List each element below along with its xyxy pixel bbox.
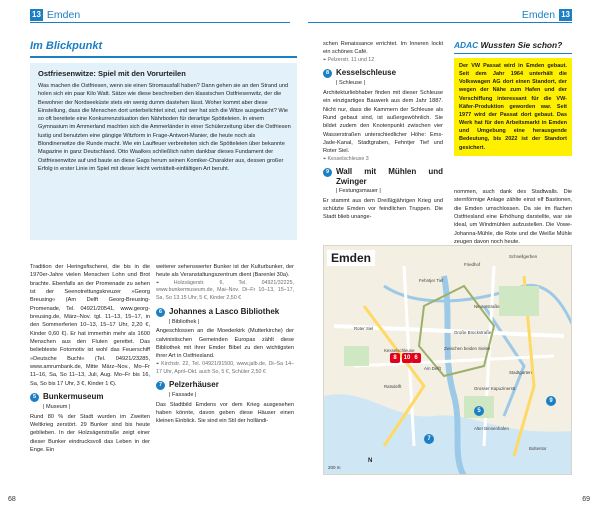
map-marker-5[interactable]: 5: [474, 406, 484, 416]
map-marker-9[interactable]: 9: [546, 396, 556, 406]
location-pin-icon: ⌖: [156, 279, 174, 286]
entry-category: | Schleuse |: [336, 80, 366, 87]
right-page: [300, 0, 600, 512]
map-graphic: [324, 246, 572, 475]
header-rule: [308, 22, 572, 23]
entry-text: Er stammt aus dem Dreißigjährigen Krieg und schützte Emden vor feindlichen Truppen. Die Stadt blieb unange-: [323, 197, 443, 221]
map-label: Grosser Kapuzinerstr.: [474, 386, 517, 391]
city-map[interactable]: [323, 245, 572, 475]
adac-title: [454, 40, 572, 54]
entry-title: Pelzerhäuser: [169, 380, 219, 390]
right-header: [522, 9, 572, 21]
header-rule: [30, 22, 290, 23]
adac-text: Der VW Passat wird in Emden gebaut. Seit dem Jahr 1964 unterhält die Volkswagen AG dort einen Standort, der wegen der Nähe zum Hafen und der Verschiffung interessant für die VW-Käfer-Produktion geworden war. Seit 1977 wird der Passat dort gebaut. Das Werk hat für den Arbeitsmarkt in Emden und Umgebung eine herausgende Bedeutung, bis 2022 ist der Standort gesichert.: [454, 58, 572, 156]
body-text: Tradition der Heringsfischerei, die bis in die 1970er-Jahre vielen Menschen Lohn und Brot brachte. Ebenfalls an der Promenade zu sehen ist der Seenotrettungskreuzer »Georg Breusing« (Am Delft Georg-Breusing-Promenade, Tel. 04921/20541, www.georg-breusing.de, März–Nov. tgl. 11–13, 15–17, in den Sommerferien 10–13, 15–17 Uhr, 2,20 €, Kinder 0,60 €). Er hat immerhin mehr als 1600 Menschen aus den Fluten gerettet. Das beliebteste Fotomotiv ist wohl das Feuerschiff »Deutsche Bucht« (Tel. 04921/23285, www.amrumbank.de, Mitte März–Nov., Mo–Fr 11–16, Sa, So 11–13, Juli, Aug. Mo–Fr bis 16, Sa, So bis 17 Uhr, 3 €, Kinder 1 €).: [30, 264, 150, 387]
blickpunkt-text: Was machen die Ostfriesen, wenn sie einen Stromausfall haben? Dann gehen sie an den Strand und holen sich ein paar Kilo Watt. Sätze wie diese beschreiben den klassischen Ostfriesenwitz, der die Bewohner der Nordseeküste stets ein wenig dumm dastehen lässt. Woher kommt aber diese Einstellung, dass die Menschen dort unterbelichtet sind, und wer hat sich die Witze ausgedacht? Wie so oft bereitete eine Konkurrenzsituation den Nährboden für derartige Spötteleien. In einem Gymnasium im Ammerland machten sich die Ammerländer in einer Schülerzeitung über die Ostfriesen lustig und benutzten eine gängige Witzform in Frage-Antwort-Manier, die heute noch als Blondinenwitze die Runde macht. Wie ein Lauffeuer verbreiteten sich die Spötteleien über bekannte Magazine in ganz Deutschland. Otto Waalkes schließlich nahm dankbar dieses Fundament der Ostfriesenwitze auf und baute an diese Gags herum seinen Komiker-Charakter aus, dessen großer Erfolg in erster Linie im Spiel mit dieser leicht verträttelt-einfältigen Art beruht.: [38, 83, 291, 172]
chapter-title: Emden: [521, 9, 556, 21]
entry-info-text: Kirchstr. 22, Tel. 04921/91500, www.jalb.de, Di–Sa 14–17 Uhr, April–Okt. auch So, 5 €, Schüler 2,50 €: [156, 360, 294, 375]
entry-info: [323, 57, 443, 65]
body-text: nommen, auch dank des Stadtwalls. Die sternförmige Anlage zählte einst elf Bastionen, die Emden umschlossen. Da sie im flachen Ostfriesland eine Erhöhung darstellte, war sie ideal, um Windmühlen aufzustellen. Die Vowe-Johanna-Mühle, die Rote und die Weiße Mühle zeugen davon noch heute.: [454, 189, 572, 246]
map-marker-8[interactable]: 8: [390, 353, 400, 363]
right-column-1: [323, 40, 443, 222]
map-scale: 200 m: [328, 465, 341, 470]
map-title: Emden: [327, 250, 375, 266]
left-column-2: [156, 263, 294, 426]
entry-text: Architekturliebhaber finden mit dieser Schleuse ein einzigartiges Bauwerk aus dem Jahr 1887. Nicht nur, dass die Kammern der Schleuse als Rund gebaut sind, ist außergewöhnlich. Sie bildet zudem den Knotenpunkt zwischen vier Wasserstraßen unterschiedlicher Höhe: Ems-Jade-Kanal, Stadtgraben, Fehntjer Tief und Roter Siel.: [323, 89, 443, 155]
entry-category: | Fassade |: [169, 392, 197, 399]
blickpunkt-subtitle: Ostfriesenwitze: Spiel mit den Vorurteilen: [38, 69, 186, 78]
map-label: Schnellgerben: [509, 254, 538, 259]
entry-heading: [156, 380, 294, 390]
map-label: Am Delft: [424, 366, 441, 371]
entry-number-badge: 8: [323, 69, 332, 78]
chapter-title: Emden: [46, 9, 81, 21]
entry-heading: [323, 68, 443, 78]
map-label: Fehntjer Tief: [419, 278, 444, 283]
compass-icon: N: [368, 458, 373, 464]
location-pin-icon: ⌖: [323, 56, 328, 63]
entry-text: Rund 80 % der Stadt wurden im Zweiten Weltkrieg zerstört. 29 Bunker sind bis heute geblieben. In der Holzsägerstraße zeigt einer dieser Bunker eindrucksvoll das Leben in der Enge. Ein: [30, 413, 150, 453]
entry-heading: [30, 392, 150, 402]
location-pin-icon: ⌖: [323, 155, 328, 162]
entry-info-text: Holzsägerstr. 6, Tel. 04921/32225, www.bunkermuseum.de, Mai–Nov. Di–Fr 10–13, 15–17, Sa, So 13.15 Uhr, 5 €, Kinder 2,50 €: [156, 279, 294, 302]
entry-info: [156, 280, 294, 303]
entry-info: [156, 361, 294, 377]
entry-number-badge: 6: [156, 308, 165, 317]
entry-info-text: Kesselschleuse 3: [327, 155, 369, 162]
map-label: Kesselschleuse: [384, 348, 415, 353]
entry-category: | Museum |: [43, 404, 71, 411]
adac-brand: ADAC: [454, 40, 479, 50]
map-label: Neutorstraße: [474, 304, 500, 309]
chapter-number: 13: [32, 10, 41, 19]
entry-info: [323, 156, 443, 164]
blickpunkt-box: [30, 40, 297, 245]
page-number: 69: [582, 496, 590, 503]
map-label: Zwischen beiden Sielen: [444, 346, 491, 351]
map-label: Friedhof: [464, 262, 481, 267]
entry-number-badge: 9: [323, 168, 332, 177]
map-marker-10[interactable]: 10: [403, 355, 411, 361]
entry-info-text: Pelzerstr. 11 und 12: [327, 56, 375, 63]
blickpunkt-body: [30, 63, 297, 240]
map-label: Boltentor: [529, 446, 547, 451]
map-label: Ratsdelft: [384, 384, 402, 389]
entry-title: Wall mit Mühlen und Zwinger: [336, 167, 443, 186]
entry-number-badge: 5: [30, 393, 39, 402]
map-marker-7[interactable]: 7: [424, 434, 434, 444]
left-column-1: [30, 263, 150, 454]
chapter-number: 13: [561, 10, 570, 19]
location-pin-icon: ⌖: [156, 360, 162, 367]
entry-number-badge: 7: [156, 381, 165, 390]
entry-heading: [156, 307, 294, 317]
left-header: [30, 9, 80, 21]
entry-title: Kesselschleuse: [336, 68, 397, 78]
map-label: Große Brückstraße: [454, 330, 492, 335]
map-label: Roter Siel: [354, 326, 374, 331]
entry-title: Bunkermuseum: [43, 392, 104, 402]
page-number: 68: [8, 496, 16, 503]
entry-text: Das Stadtbild Emdens vor dem Krieg ausgesehen haben könnte, davon geben diese Häuser einen kleinen Einblick. Sie sind ein Stil der holländi-: [156, 401, 294, 425]
blickpunkt-title: Im Blickpunkt: [30, 40, 297, 58]
map-label: Alter Binnenhafen: [474, 426, 509, 431]
entry-category: | Bibliothek |: [169, 319, 200, 326]
map-marker-6[interactable]: 6: [411, 353, 421, 363]
body-text: weiterer sehenswerter Bunker ist der Kulturbunker, der heute als Veranstaltungszentrum dient (Barenlei 30a).: [156, 264, 294, 279]
adac-heading: Wussten Sie schon?: [480, 40, 563, 50]
body-text: schen Renaissance errichtet. Im Inneren lockt ein schönes Café.: [323, 41, 443, 56]
entry-title: Johannes a Lasco Bibliothek: [169, 307, 280, 317]
map-label: Stadtgarten: [509, 370, 532, 375]
entry-text: Angeschlossen an die Moederkirk (Mutterkirche) der calvinistischen Gemeinden Europas zählt diese Bibliothek mit ihrer Emder Bibel zu den wichtigsten ihrer Art in Ostfriesland.: [156, 328, 294, 360]
entry-heading: [323, 167, 443, 186]
right-column-2: [454, 188, 572, 246]
adac-fact-box: [454, 40, 572, 156]
entry-category: | Festungsmauer |: [336, 188, 381, 195]
